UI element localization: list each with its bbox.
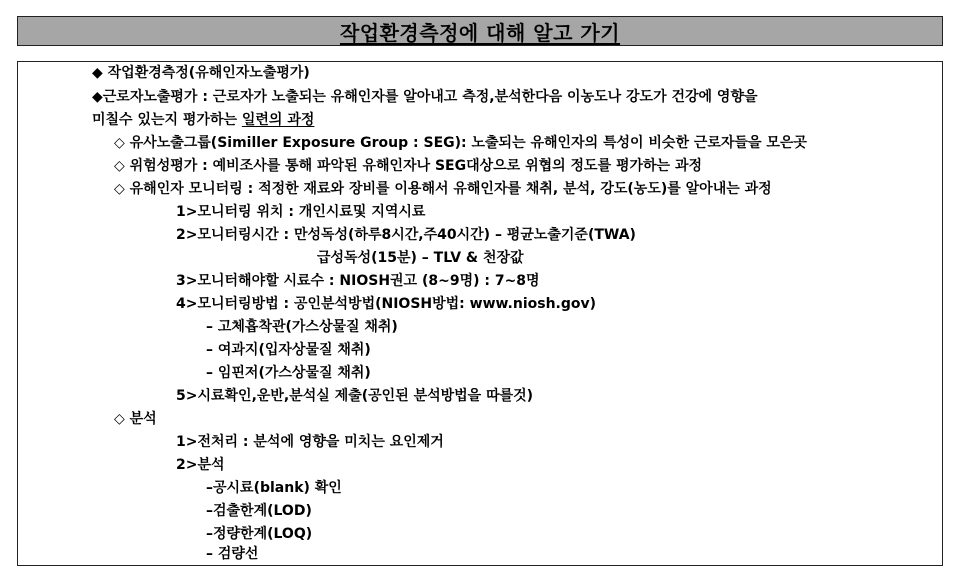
outline-diamond-icon: ◇ xyxy=(114,135,125,151)
monitoring-item-2-continued xyxy=(317,247,524,269)
analysis-item-2 xyxy=(176,454,225,476)
filled-diamond-icon: ◆ xyxy=(92,89,103,105)
line-text-5: 위험성평가 : 예비조사를 통해 파악된 유해인자나 SEG대상으로 위협의 정도를 평가하는 과정 xyxy=(129,158,702,174)
line-text-10: 3>모니터해야할 시료수 : NIOSH권고 (8~9명) : 7~8명 xyxy=(176,273,540,289)
analysis-subitem-3 xyxy=(206,523,312,545)
line-text-4: 유사노출그룹(Similler Exposure Group : SEG): 노출되는 유해인자의 특성이 비슷한 근로자들을 모은곳 xyxy=(129,135,807,151)
filled-diamond-icon: ◆ xyxy=(92,65,103,81)
analysis-subitem-2 xyxy=(206,500,312,522)
line-text-20: –검출한계(LOD) xyxy=(206,503,312,519)
line-text-9: 급성독성(15분) – TLV & 천장값 xyxy=(317,250,524,266)
line-text-14: – 임핀저(가스상물질 채취) xyxy=(206,365,371,381)
line-text-17: 1>전처리 : 분석에 영향을 미치는 요인제거 xyxy=(176,434,444,450)
continuation-line-3 xyxy=(92,109,314,131)
outline-diamond-icon: ◇ xyxy=(114,181,125,197)
monitoring-item-3 xyxy=(176,270,540,292)
line-text-21: –정량한계(LOQ) xyxy=(206,526,313,542)
sub-bullet-line-5 xyxy=(114,155,702,177)
line-text-7: 1>모니터링 위치 : 개인시료및 지역시료 xyxy=(176,204,426,220)
line-text-3a: 미칠수 있는지 평가하는 xyxy=(92,112,242,128)
monitoring-item-2 xyxy=(176,224,636,246)
line-text-15: 5>시료확인,운반,분석실 제출(공인된 분석방법을 따를것) xyxy=(176,388,534,404)
line-text-19: –공시료(blank) 확인 xyxy=(206,480,342,496)
method-item-1 xyxy=(206,316,398,338)
analysis-subitem-4 xyxy=(206,543,258,565)
line-text-22: – 검량선 xyxy=(206,546,259,562)
line-text-3b-underlined: 일련의 과정 xyxy=(241,112,315,128)
analysis-item-1 xyxy=(176,431,444,453)
line-text-8: 2>모니터링시간 : 만성독성(하루8시간,주40시간) – 평균노출기준(TWA) xyxy=(176,227,636,243)
line-text-16: 분석 xyxy=(129,411,157,427)
line-text-11: 4>모니터링방법 : 공인분석방법(NIOSH방법: www.niosh.gov) xyxy=(176,296,597,312)
monitoring-item-1 xyxy=(176,201,425,223)
page-title: 작업환경측정에 대해 알고 가기 xyxy=(339,20,621,45)
bullet-line-1 xyxy=(92,62,310,84)
bullet-line-2 xyxy=(92,86,758,108)
method-item-3 xyxy=(206,362,371,384)
line-text-12: – 고체흡착관(가스상물질 채취) xyxy=(206,319,398,335)
title-bar xyxy=(17,16,943,46)
sub-bullet-line-6 xyxy=(114,178,772,200)
line-text-2: 근로자노출평가 : 근로자가 노출되는 유해인자를 알아내고 측정,분석한다음 이농도나 강도가 건강에 영향을 xyxy=(102,89,758,105)
line-text-13: – 여과지(입자상물질 채취) xyxy=(206,342,371,358)
monitoring-item-4 xyxy=(176,293,596,315)
line-text-6: 유해인자 모니터링 : 적정한 재료와 장비를 이용해서 유해인자를 채취, 분석, 강도(농도)를 알아내는 과정 xyxy=(129,181,772,197)
sub-bullet-line-16 xyxy=(114,408,157,430)
monitoring-item-5 xyxy=(176,385,533,407)
analysis-subitem-1 xyxy=(206,477,342,499)
outline-diamond-icon: ◇ xyxy=(114,411,125,427)
line-text-1: 작업환경측정(유해인자노출평가) xyxy=(107,65,310,81)
line-text-18: 2>분석 xyxy=(176,457,225,473)
method-item-2 xyxy=(206,339,371,361)
outline-diamond-icon: ◇ xyxy=(114,158,125,174)
sub-bullet-line-4 xyxy=(114,132,807,154)
